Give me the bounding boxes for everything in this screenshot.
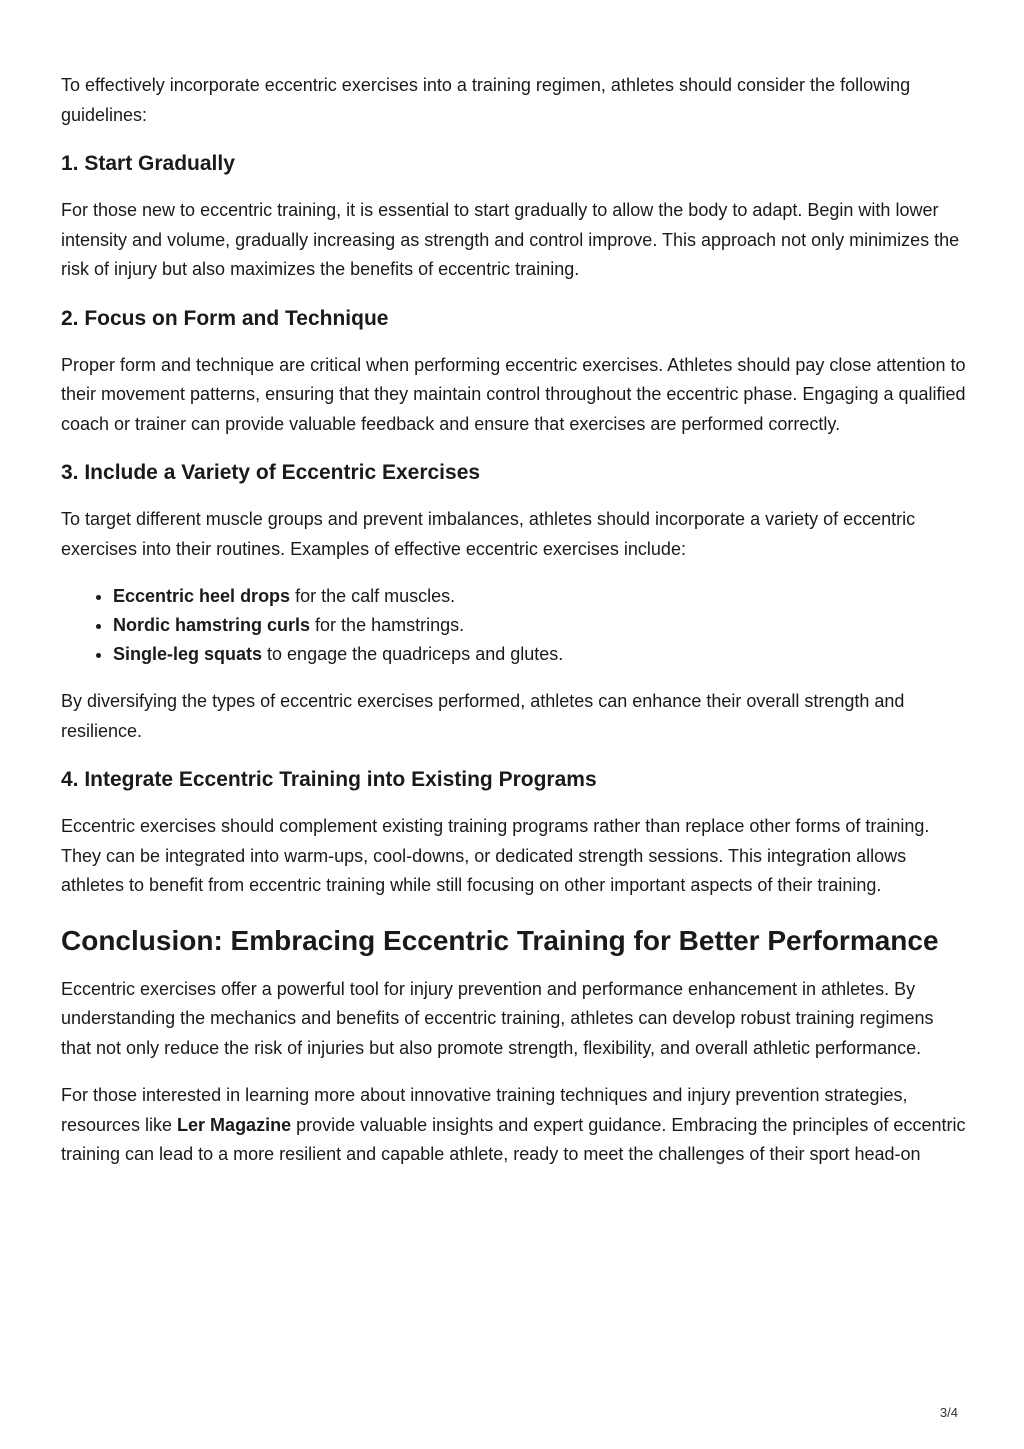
conclusion-paragraph-1: Eccentric exercises offer a powerful tool for injury prevention and performance enhancement in athletes. By understanding the mechanics and benefits of eccentric training, athletes can develop robust training regimens that not only reduce the risk of injuries but also promote strength, flexibility, and overall athletic performance.	[61, 978, 934, 1058]
list-item	[113, 582, 966, 611]
section-2-paragraph: Proper form and technique are critical when performing eccentric exercises. Athletes should pay close attention to their movement patterns, ensuring that they maintain control throughout the eccentric phase. Engaging a qualified coach or trainer can provide valuable feedback and ensure that exercises are performed correctly.	[61, 354, 966, 434]
list-item	[113, 640, 966, 669]
list-item-bold: Eccentric heel drops	[113, 586, 291, 606]
document-page	[61, 71, 966, 1170]
ler-magazine-name: Ler Magazine	[177, 1114, 292, 1135]
list-item-text: to engage the quadriceps and glutes.	[262, 644, 564, 664]
conclusion-paragraph-2-end: provide valuable insights and expert guidance. Embracing the principles of eccentric training can lead to a more resilient and capable athlete, ready to meet the challenges of their sport head-on	[61, 1114, 966, 1164]
list-item-bold: Nordic hamstring curls	[113, 615, 311, 635]
section-1-heading: 1. Start Gradually	[61, 152, 235, 175]
conclusion-heading: Conclusion: Embracing Eccentric Training for Better Performance	[61, 924, 939, 956]
section-4-paragraph: Eccentric exercises should complement existing training programs rather than replace other forms of training. They can be integrated into warm-ups, cool-downs, or dedicated strength sessions. This integration allows athletes to benefit from eccentric training while still focusing on other important aspects of their training.	[61, 816, 930, 895]
list-item	[113, 611, 966, 640]
section-4-heading: 4. Integrate Eccentric Training into Existing Programs	[61, 768, 597, 791]
section-2-heading: 2. Focus on Form and Technique	[61, 306, 389, 330]
section-3-heading: 3. Include a Variety of Eccentric Exercises	[61, 461, 481, 484]
list-item-text: for the calf muscles.	[290, 586, 456, 606]
page-number: 3/4	[939, 1405, 958, 1420]
section-1-paragraph: For those new to eccentric training, it is essential to start gradually to allow the body to adapt. Begin with lower intensity and volume, gradually increasing as strength and control improve. This approach not only minimizes the risk of injury but also maximizes the benefits of eccentric training.	[61, 200, 960, 279]
section-3-after-list-paragraph: By diversifying the types of eccentric exercises performed, athletes can enhance their overall strength and resilience.	[61, 691, 905, 741]
conclusion-paragraph-2	[61, 1081, 966, 1170]
intro-paragraph: To effectively incorporate eccentric exercises into a training regimen, athletes should consider the following guidelines:	[61, 75, 911, 125]
conclusion-paragraph-2-start: For those interested in learning more about innovative training techniques and injury prevention strategies, resources like	[61, 1085, 908, 1135]
section-3-paragraph: To target different muscle groups and prevent imbalances, athletes should incorporate a variety of eccentric exercises into their routines. Examples of effective eccentric exercises include:	[61, 509, 916, 559]
list-item-bold: Single-leg squats	[113, 644, 263, 664]
exercise-list	[61, 582, 966, 669]
list-item-text: for the hamstrings.	[310, 615, 465, 635]
